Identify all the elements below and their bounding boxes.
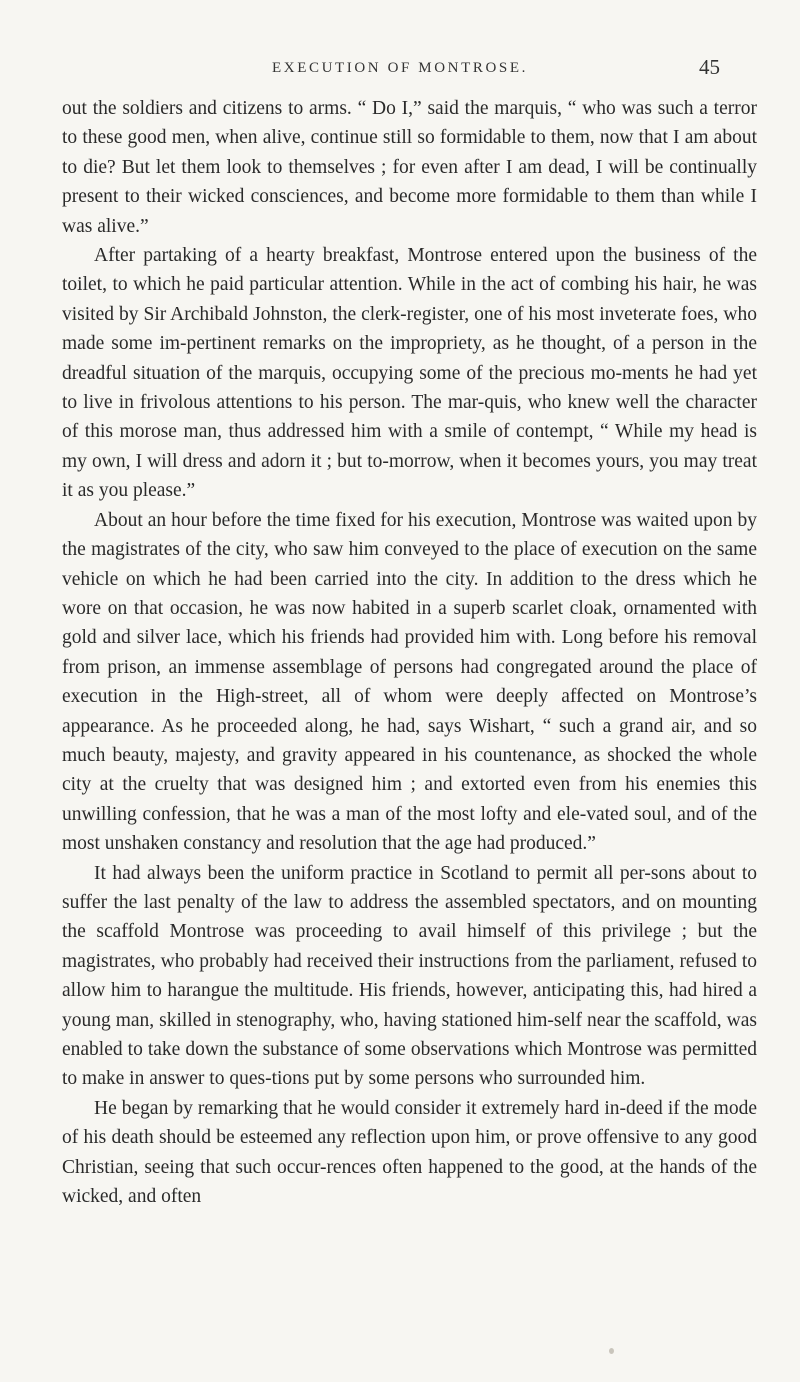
paragraph: He began by remarking that he would consider it extremely hard in-deed if the mode of his death should be esteemed any reflection upon him, or prove offensive to any good Christian, seeing that such occur-rences often happened to the good, at the hands of the wicked, and often bbox=[62, 1097, 757, 1208]
running-title: EXECUTION OF MONTROSE. bbox=[272, 60, 528, 76]
body-text bbox=[62, 94, 757, 1211]
paper-speck bbox=[609, 1348, 614, 1354]
paragraph: After partaking of a hearty breakfast, Montrose entered upon the business of the toilet, to which he paid particular attention. While in the act of combing his hair, he was visited by Sir Archibald Johnston, the clerk-register, one of his most inveterate foes, who made some im-pertinent remarks on the impropriety, as he thought, of a person in the dreadful situation of the marquis, occupying some of the precious mo-ments he had yet to live in frivolous attentions to his person. The mar-quis, who knew well the character of this morose man, thus addressed him with a smile of contempt, “ While my head is my own, I will dress and adorn it ; but to-morrow, when it becomes yours, you may treat it as you please.” bbox=[62, 245, 757, 502]
paragraph: About an hour before the time fixed for his execution, Montrose was waited upon by the magistrates of the city, who saw him conveyed to the place of execution on the same vehicle on which he had been carried into the city. In addition to the dress which he wore on that occasion, he was now habited in a superb scarlet cloak, ornamented with gold and silver lace, which his friends had provided him with. Long before his removal from prison, an immense assemblage of persons had congregated around the place of execution in the High-street, all of whom were deeply affected on Montrose’s appearance. As he proceeded along, he had, says Wishart, “ such a grand air, and so much beauty, majesty, and gravity appeared in his countenance, as shocked the whole city at the cruelty that was designed him ; and extorted even from his enemies this unwilling confession, that he was a man of the most lofty and ele-vated soul, and of the most unshaken constancy and resolution that the age had produced.” bbox=[62, 509, 757, 855]
page-number: 45 bbox=[699, 55, 720, 79]
paragraph: out the soldiers and citizens to arms. “ Do I,” said the marquis, “ who was such a terror to these good men, when alive, continue still so formidable to them, now that I am about to die? But let them look to themselves ; for even after I am dead, I will be continually present to their wicked consciences, and become more formidable to them than while I was alive.” bbox=[62, 98, 757, 237]
paragraph: It had always been the uniform practice in Scotland to permit all per-sons about to suffer the last penalty of the law to address the assembled spectators, and on mounting the scaffold Montrose was proceeding to avail himself of this privilege ; but the magistrates, who probably had received their instructions from the parliament, refused to allow him to harangue the multitude. His friends, however, anticipating this, had hired a young man, skilled in stenography, who, having stationed him-self near the scaffold, was enabled to take down the substance of some observations which Montrose was permitted to make in answer to ques-tions put by some persons who surrounded him. bbox=[62, 862, 757, 1090]
running-head bbox=[0, 55, 800, 84]
